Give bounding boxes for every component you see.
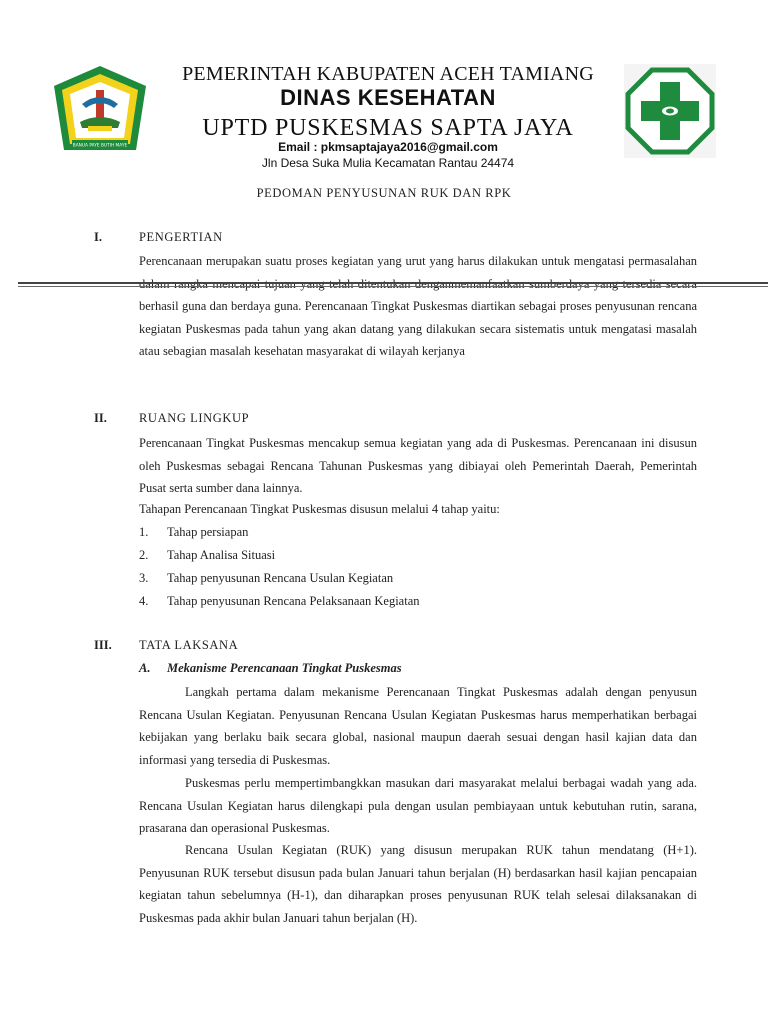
section-number: II. — [94, 411, 107, 425]
section-number: I. — [94, 230, 102, 244]
list-text: Tahap persiapan — [167, 525, 249, 539]
list-item — [139, 571, 393, 586]
section-paragraph: Perencanaan merupakan suatu proses kegiatan yang urut yang harus dilakukan untuk mengatasi permasalahan berhasil guna dan berdaya guna. Perencanaan Tingkat Puskesmas diartikan sebagai proses penyusunan rencana kegiatan Puskesmas pada tahun yang akan datang yang dilakukan secara sistematis untuk mengatasi masalah atau sebagian masalah kesehatan masyarakat di wilayah kerjanya — [139, 254, 697, 359]
section-paragraph: Puskesmas perlu mempertimbangkkan masukan dari masyarakat melalui berbagai wadah yang ada. Rencana Usulan Kegiatan harus dilengkapi pula dengan usulan pembiayaan untuk kebutuhan rutin, sarana, prasarana dan operasional Puskesmas. — [139, 776, 697, 836]
document-title: PEDOMAN PENYUSUNAN RUK DAN RPK — [256, 186, 512, 200]
list-item — [139, 525, 248, 540]
list-number: 4. — [139, 594, 149, 608]
list-number: 1. — [139, 525, 149, 539]
section-paragraph: Perencanaan Tingkat Puskesmas mencakup semua kegiatan yang ada di Puskesmas. Perencanaan ini disusun oleh Puskesmas sebagai Rencana Tahunan Puskesmas yang dibiayai oleh Pemerintah Daerah, Pemerintah Pusat serta sumber dana lainnya. — [139, 436, 697, 496]
list-text: Tahap Analisa Situasi — [167, 548, 276, 562]
letterhead-agency: DINAS KESEHATAN — [280, 85, 496, 110]
list-item — [139, 548, 275, 563]
list-text: Tahap penyusunan Rencana Usulan Kegiatan — [167, 571, 394, 585]
motto-ribbon: BANUA PAYE BUTIH MAYE — [72, 143, 128, 149]
letterhead-address: Jln Desa Suka Mulia Kecamatan Rantau 24474 — [261, 156, 515, 170]
steps-intro: Tahapan Perencanaan Tingkat Puskesmas disusun melalui 4 tahap yaitu: — [139, 502, 500, 516]
list-number: 3. — [139, 571, 149, 585]
section-number: III. — [94, 638, 112, 652]
section-paragraph: Rencana Usulan Kegiatan (RUK) yang disusun merupakan RUK tahun mendatang (H+1). Penyusunan RUK tersebut disusun pada bulan Januari tahun berjalan (H) berdasarkan hasil kajian pencapaian kegiatan tahun sebelumnya (H-1), dan diharapkan proses penyusunan RUK telah selesai dilaksanakan di Puskesmas pada akhir bulan Januari tahun berjalan (H). — [139, 843, 697, 925]
section-paragraph: Langkah pertama dalam mekanisme Perencanaan Tingkat Puskesmas adalah dengan penyusun Rencana Usulan Kegiatan. Penyusunan Rencana Usulan Kegiatan Puskesmas harus memperhatikan berbagai kebijakan yang berlaku baik secara global, nasional maupun daerah sesuai dengan hasil kajian data dan informasi yang tersedia di Puskesmas. — [139, 685, 697, 767]
subsection-letter: A. — [139, 661, 151, 675]
list-text: Tahap penyusunan Rencana Pelaksanaan Kegiatan — [167, 594, 420, 608]
list-number: 2. — [139, 548, 149, 562]
subsection-title: Mekanisme Perencanaan Tingkat Puskesmas — [167, 661, 402, 675]
puskesmas-cross-logo-icon — [624, 64, 716, 158]
divider-line — [18, 286, 768, 287]
letterhead-email: Email : pkmsaptajaya2016@gmail.com — [278, 140, 498, 154]
regency-coat-of-arms-icon — [52, 64, 148, 152]
section-title: RUANG LINGKUP — [139, 411, 250, 425]
divider-line — [18, 282, 768, 284]
letterhead-government: PEMERINTAH KABUPATEN ACEH TAMIANG — [182, 63, 594, 85]
section-title: PENGERTIAN — [139, 230, 223, 244]
letterhead-unit: UPTD PUSKESMAS SAPTA JAYA — [202, 115, 574, 141]
list-item — [139, 594, 420, 609]
subsection-heading — [139, 661, 402, 676]
section-title: TATA LAKSANA — [139, 638, 239, 652]
